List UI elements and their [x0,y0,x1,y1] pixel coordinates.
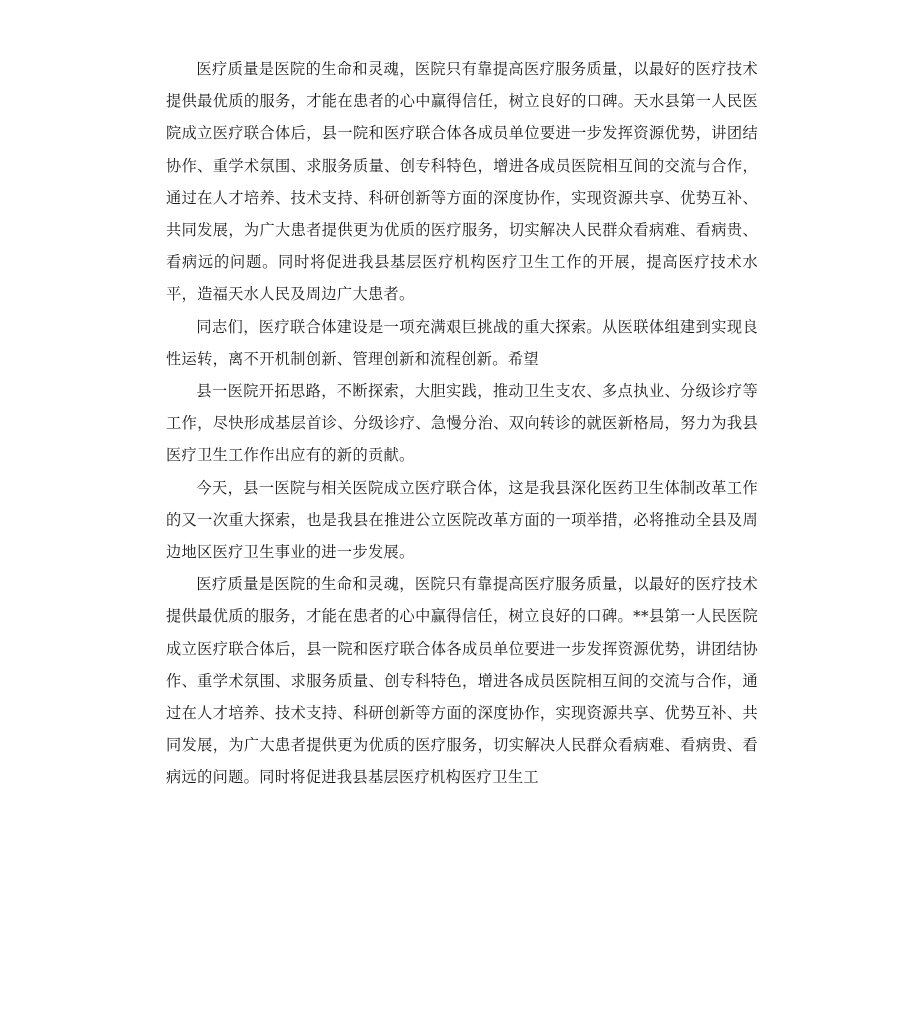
paragraph-5: 医疗质量是医院的生命和灵魂，医院只有靠提高医疗服务质量，以最好的医疗技术提供最优质的服务，才能在患者的心中赢得信任，树立良好的口碑。**县第一人民医院成立医疗联合体后，县一院和医疗联合体各成员单位要进一步发挥资源优势，讲团结协作、重学术氛围、求服务质量、创专科特色，增进各成员医院相互间的交流与合作，通过在人才培养、技术支持、科研创新等方面的深度协作，实现资源共享、优势互补、共同发展，为广大患者提供更为优质的医疗服务，切实解决人民群众看病难、看病贵、看病远的问题。同时将促进我县基层医疗机构医疗卫生工 [166,575,758,787]
document-body [166,53,758,794]
paragraph-4: 今天，县一医院与相关医院成立医疗联合体，这是我县深化医药卫生体制改革工作的又一次重大探索，也是我县在推进公立医院改革方面的一项举措，必将推动全县及周边地区医疗卫生事业的进一步发展。 [166,478,758,562]
paragraph-1: 医疗质量是医院的生命和灵魂，医院只有靠提高医疗服务质量，以最好的医疗技术提供最优质的服务，才能在患者的心中赢得信任，树立良好的口碑。天水县第一人民医院成立医疗联合体后，县一院和医疗联合体各成员单位要进一步发挥资源优势，讲团结协作、重学术氛围、求服务质量、创专科特色，增进各成员医院相互间的交流与合作，通过在人才培养、技术支持、科研创新等方面的深度协作，实现资源共享、优势互补、共同发展，为广大患者提供更为优质的医疗服务，切实解决人民群众看病难、看病贵、看病远的问题。同时将促进我县基层医疗机构医疗卫生工作的开展，提高医疗技术水平，造福天水人民及周边广大患者。 [166,60,758,304]
paragraph-2: 同志们，医疗联合体建设是一项充满艰巨挑战的重大探索。从医联体组建到实现良性运转，离不开机制创新、管理创新和流程创新。希望 [166,317,758,368]
paragraph-3: 县一医院开拓思路，不断探索，大胆实践，推动卫生支农、多点执业、分级诊疗等工作，尽快形成基层首诊、分级诊疗、急慢分治、双向转诊的就医新格局，努力为我县医疗卫生工作作出应有的新的贡献。 [166,382,758,465]
